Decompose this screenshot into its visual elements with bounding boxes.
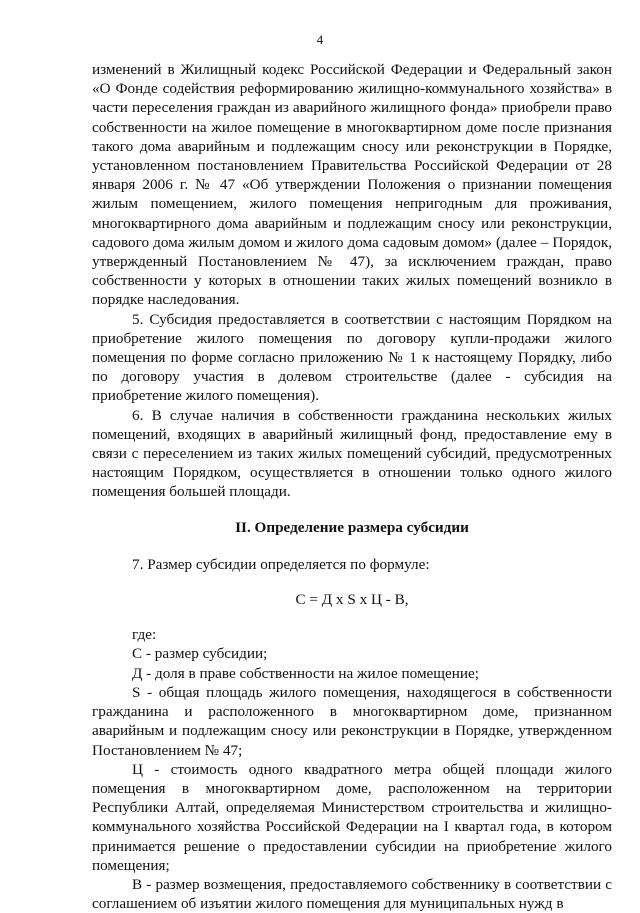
page-number: 4	[316, 32, 324, 47]
section-heading: II. Определение размера субсидии	[235, 518, 469, 536]
paragraph-5: 5. Субсидия предоставляется в соответствии с настоящим Порядком на приобретение жилого помещения по договору купли-продажи жилого помещения по форме согласно приложению № 1 к настоящему Порядку, либо по договору участия в долевом строительстве (далее - субсидия на приобретение жилого помещения).	[92, 310, 612, 405]
definition-v: В - размер возмещения, предоставляемого собственнику в соответствии с соглашением об изъятии жилого помещения для муниципальных нужд в	[92, 875, 612, 913]
definition-d: Д - доля в праве собственности на жилое помещение;	[132, 664, 479, 682]
formula-where: где:	[132, 626, 157, 644]
definition-s: S - общая площадь жилого помещения, находящегося в собственности гражданина и расположенного в многоквартирном доме, признанном аварийным и подлежащим сносу или реконструкции в Порядке, утвержденном Постановлением № 47;	[92, 683, 612, 759]
paragraph-6: 6. В случае наличия в собственности гражданина нескольких жилых помещений, входящих в аварийный жилищный фонд, предоставление ему в связи с переселением из таких жилых помещений субсидий, предусмотренных настоящим Порядком, осуществляется в отношении только одного жилого помещения большей площади.	[92, 406, 612, 501]
paragraph-7: 7. Размер субсидии определяется по формуле:	[132, 555, 430, 573]
definition-ts: Ц - стоимость одного квадратного метра общей площади жилого помещения в многоквартирном доме, расположенном на территории Республики Алтай, определяемая Министерством строительства и жилищно-коммунального хозяйства Российской Федерации на I квартал года, в котором принимается решение о предоставлении субсидии на приобретение жилого помещения;	[92, 760, 612, 874]
paragraph-continuation: изменений в Жилищный кодекс Российской Федерации и Федеральный закон «О Фонде содействия реформированию жилищно-коммунального хозяйства» в части переселения граждан из аварийного жилищного фонда» приобрели право собственности на жилое помещение в многоквартирном доме после признания такого дома аварийным и подлежащим сносу или реконструкции в Порядке, установленном постановлением Правительства Российской Федерации от 28 января 2006 г. № 47 «Об утверждении Положения о признании помещения жилым помещением, жилого помещения непригодным для проживания, многоквартирного дома аварийным и подлежащим сносу или реконструкции, садового дома жилым домом и жилого дома садовым домом» (далее – Порядок, утвержденный Постановлением № 47), за исключением граждан, право собственности у которых в отношении таких жилых помещений возникло в порядке наследования.	[92, 61, 612, 309]
definition-c: С - размер субсидии;	[132, 645, 268, 663]
document-body	[92, 60, 612, 913]
subsidy-formula: С = Д x S x Ц - В,	[295, 591, 409, 609]
